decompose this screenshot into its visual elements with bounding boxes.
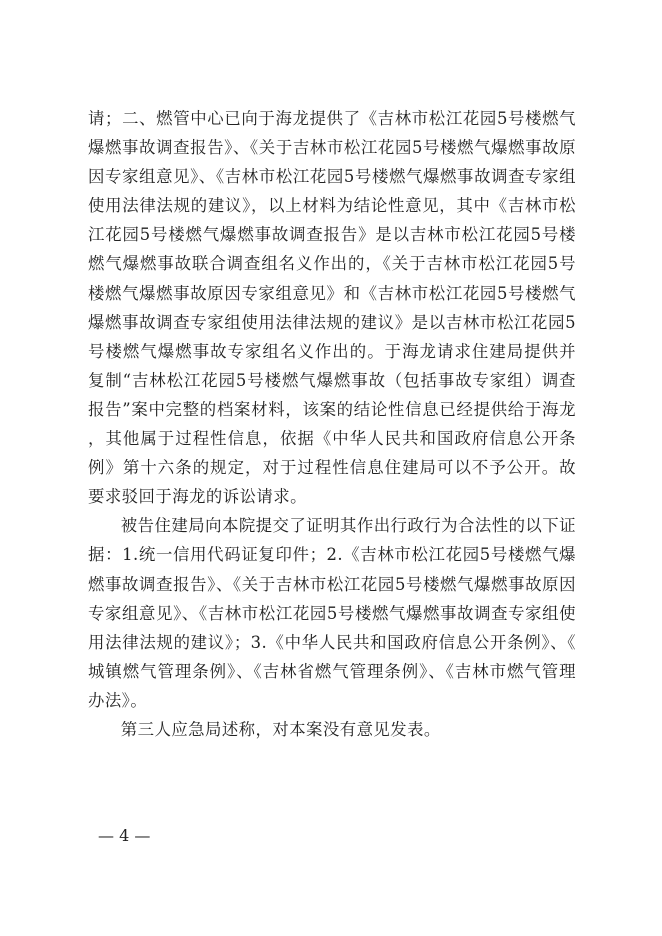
paragraph-defendant-evidence: 被告住建局向本院提交了证明其作出行政行为合法性的以下证据：1.统一信用代码证复印件；2.《吉林市松江花园5号楼燃气爆燃事故调查报告》、《关于吉林市松江花园5号楼燃气爆燃事故原因专家组意见》、《吉林市松江花园5号楼燃气爆燃事故调查专家组使用法律法规的建议》；3.《中华人民共和国政府信息公开条例》、《城镇燃气管理条例》、《吉林省燃气管理条例》、《吉林市燃气管理办法》。 (88, 516, 576, 710)
page-number: — 4 — (98, 826, 151, 845)
paragraph-defendant-statement-continued: 请；二、燃管中心已向于海龙提供了《吉林市松江花园5号楼燃气爆燃事故调查报告》、《关于吉林市松江花园5号楼燃气爆燃事故原因专家组意见》、《吉林市松江花园5号楼燃气爆燃事故调查专家组使用法律法规的建议》，以上材料为结论性意见，其中《吉林市松江花园5号楼燃气爆燃事故调查报告》是以吉林市松江花园5号楼燃气爆燃事故联合调查组名义作出的，《关于吉林市松江花园5号楼燃气爆燃事故原因专家组意见》和《吉林市松江花园5号楼燃气爆燃事故调查专家组使用法律法规的建议》是以吉林市松江花园5号楼燃气爆燃事故专家组名义作出的。于海龙请求住建局提供并复制“吉林松江花园5号楼燃气爆燃事故（包括事故专家组）调查报告”案中完整的档案材料，该案的结论性信息已经提供给于海龙，其他属于过程性信息，依据《中华人民共和国政府信息公开条例》第十六条的规定，对于过程性信息住建局可以不予公开。故要求驳回于海龙的诉讼请求。 (88, 109, 576, 507)
document-body (88, 104, 576, 744)
paragraph-third-party-statement: 第三人应急局述称，对本案没有意见发表。 (120, 719, 441, 739)
